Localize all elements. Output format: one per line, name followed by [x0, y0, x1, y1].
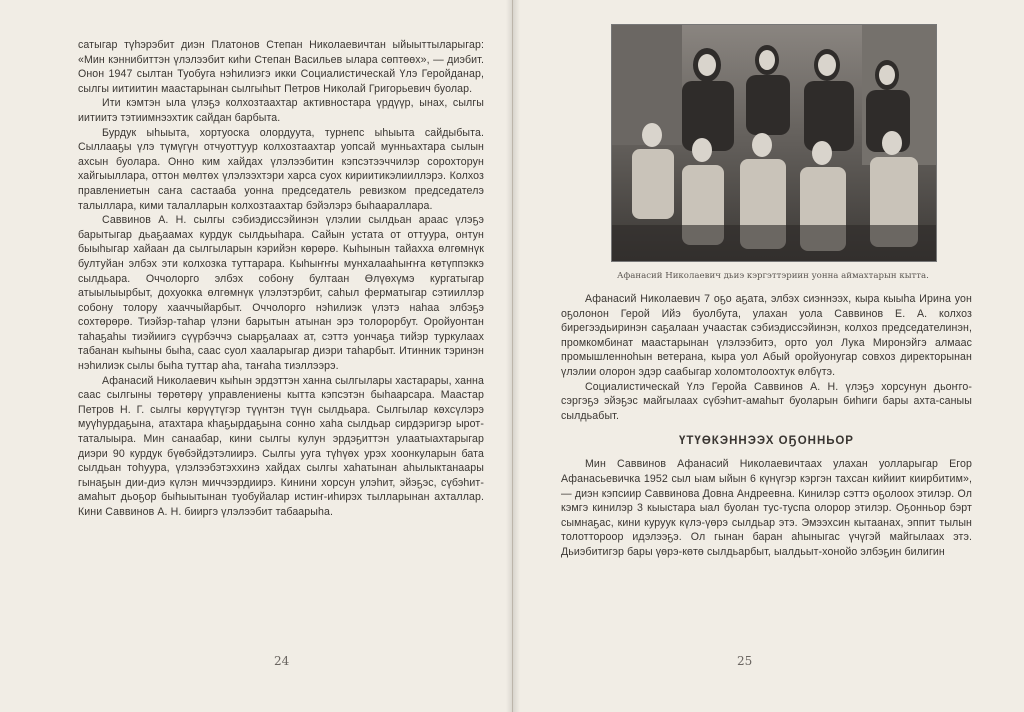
paragraph: Бурдук ыһыыта, хортуоска олордуута, турнепс ыһыыта сайдыбыта. Сыллааҕы үлэ түмүгүн отчуоттуур колхозтаахтар уопсай мунньахтара сылын ахсын буолара. Онно ким хайдах үлэлээбитин кэпсэтээччилэр сорохторун хайгыыллара, оттон мөлтөх үлэлээхтэри харса суох кириитикэлииллэрэ. Колхоз правлениетын саҥа састааба уонна председатель ревизком председателэ талыллара, кими талалларын колхозтаахтар бэйэлэрэ быһаараллара. — [78, 126, 484, 212]
section-heading: ҮТҮӨКЭННЭЭХ ОҔОННЬОР — [679, 435, 854, 448]
page-number-left: 24 — [274, 654, 290, 668]
book-gutter — [506, 0, 520, 712]
paragraph: сатыгар түһэрэбит диэн Платонов Степан Николаевичтан ыйыыттыларыгар: «Мин кэннибиттэн үлэлээбит киһи Степан Васильев ылара сөптөөх», — диэбит. Онон 1947 сылтан Туобуга нэһилиэгэ икки Социалистическай Үлэ Геройданар, сылгы иитиитин маастарынан сылгыһыт Петров Николай Григорьевич буолар. — [78, 39, 484, 95]
right-page — [512, 0, 1024, 712]
paragraph: Мин Саввинов Афанасий Николаевичтаах улахан уолларыгар Егор Афанасьевичка 1952 сыл ыам ыйын 6 күнүгэр кэргэн тахсан кийиит киирбитим», — диэн кэпсиир Саввинова Довна Андреевна. Кинилэр сэттэ оҕолоох этилэр. Ол кэмгэ кинилэр 3 кыыстара ыал буолан тус-туспа олорор этилэр. Оҕонньор бэрт сымнаҕас, кини куруук күлэ-үөрэ сылдьар этэ. Эмээхсин кытаанах, эппит тылын толоттороор идэлээҕэ. Ол гынан баран аһыныгас үчүгэй майгылаах этэ. Дьиэбитигэр бары үөрэ-көтө сылдьарбыт, ыалдьыт-хонойо элбэҕин билигин — [561, 458, 972, 558]
photo-image — [612, 25, 936, 261]
right-page-text-bottom — [561, 457, 972, 559]
left-page-text — [78, 38, 484, 520]
family-photo — [611, 24, 937, 262]
paragraph: Афанасий Николаевич 7 оҕо аҕата, элбэх сиэннээх, кыра кыыһа Ирина уон оҕолонон Герой Ийэ буолбута, улахан уола Саввинов Е. А. колхоз бирегээдьиринэн саҕалаан учаастак сэбиэдиссэйинэн, колхоз председателинэн, промкомбинат маастарынан үлэлээбитэ, орто уол Лука Миронэйгэ алмааc промышленноһын ветерана, кыра уол Абый оройуонугар совхоз директорынан үлэлии олорон эдэр саабыгар холомтолоохтук өлбүтэ. — [561, 293, 972, 378]
right-page-text-top — [561, 292, 972, 423]
paragraph: Саввинов А. Н. сылгы сэбиэдиссэйинэн үлэлии сылдьан араас үлэҕэ барытыгар дьаҕаамах курдук сылдьыһара. Сайын устата от оттуура, онтун быыһыгар хайаан да сылгыларын кэрийэн көрөрө. Кыһынын тайахха өлгөмнүк бултуйан элбэх эти колхозка туттарара. Кыһыҥҥы мунхалааһыҥҥа көтүппэккэ сылдьара. Оччолорго элбэх собону бултаан Өлүөхүмэ кургатыгар атыылыырбыт, дохуокка өлгөмнүк үлэлэтэрбит, саһыл ферматыгар сэтииллэр собону толору хааччыйарбыт. Оччолорго нэһилиэк үлэтэ наһаа элбэҕэ сохтөрөрө. Тиэйэр-таһар үлэни барытын атынан эрэ толорорбут. Оройуонтан таһаҕаһы тиэйиигэ сүүрбэччэ сыарҕалаах ат, сэттэ уончаҕа тийэр туркулаах табанан кыһыны быһа, сааc суол хааларыгар диэри таһарбыт. Итинник тэринэн нэһилиэк сылы быһа туттар аһа, таҥаһа тиэллээрэ. — [78, 214, 484, 373]
photo-caption: Афанасий Николаевич дьиэ кэргэттэриин уонна аймахтарын кытта. — [617, 271, 929, 281]
paragraph: Ити кэмтэн ыла үлэҕэ колхозтаахтар активностара үрдүүр, ынах, сылгы иитиитэ тэтиимнээхтик сайдан барбыта. — [78, 97, 484, 124]
paragraph: Афанасий Николаевич кыһын эрдэттэн ханна сылгылары хастарары, ханна саас сылгыны төрөтөрү управлениены кытта кэпсэтэн быһаарсара. Маастар Петров Н. Г. сылгы көрүүтүгэр түүнтэн түүн сылдьара. Сылгылар көхсүлэрэ муүһурдаҕына, атахтара кһаҕырдаҕына сонно хаһа сылдьар сирдэригэр ырот-таталыыра. Мин санаабар, кини сылгы кулун эрдэҕиттэн улаатыахтарыгар диэри 90 курдук бүөбэйдэтэлиирэ. Сылгы ууга түһүөх урэх хоонкуларын бата сылдьан тоһуура, үлэлээбэтэххинэ хайдах сылгы хаһатынан аһылыктанаары гынаҕын дии-диэ күлэн миччээрдиирэ. Кинини хорсун улэһит, эйэҕэс, сүбэһит-амаһыт дьоҕор быһыытынан туобуйалар истиҥ-иһирэх тылларынан ахталлар. Кини Саввинов А. Н. бииргэ үлэлээбит табаарыһа. — [78, 374, 484, 518]
paragraph: Социалистическай Үлэ Геройа Саввинов А. Н. үлэҕэ хорсунун дьоҥго-сэргэҕэ эйэҕэс майгылаах сүбэһит-амаһыт буоларын биһиги бары ахта-саныы сылдьабыт. — [561, 380, 972, 422]
page-number-right: 25 — [737, 654, 753, 668]
